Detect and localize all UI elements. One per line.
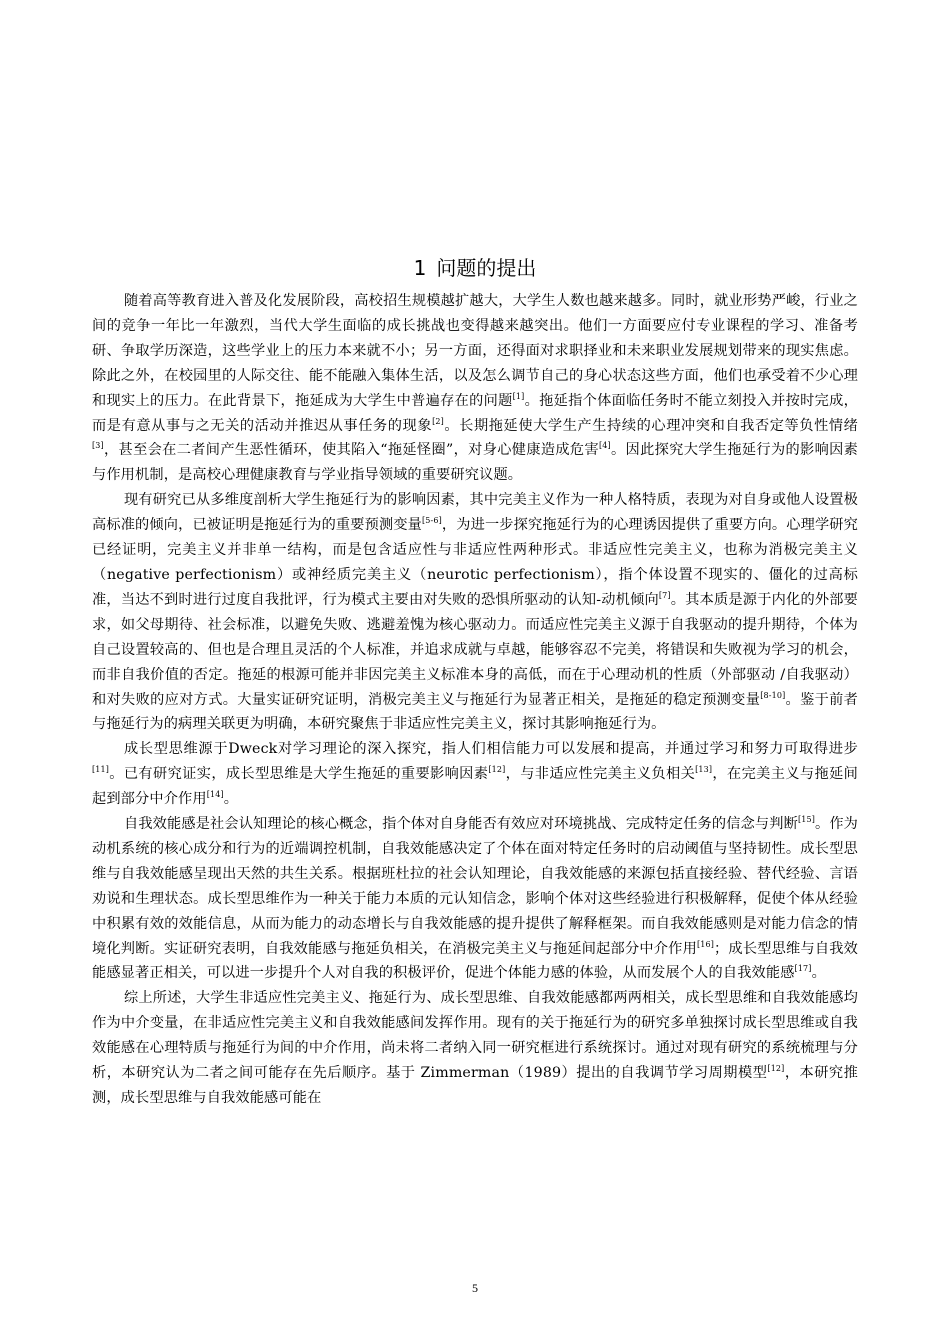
paragraph-text: 综上所述，大学生非适应性完美主义、拖延行为、成长型思维、自我效能感都两两相关，成长型思维和自我效能感均作为中介变量，在非适应性完美主义和自我效能感间发挥作用。现有的关于拖延行为的研究多单独探讨成长型思维或自我效能感在心理特质与拖延行为间的中介作用，尚未将二者纳入同一研究框进行系统探讨。通过对现有研究的系统梳理与分析，本研究认为二者之间可能存在先后顺序。基于 Zimmerman（1989）提出的自我调节学习周期模型 [92, 990, 858, 1082]
paragraph-text: 。长期拖延使大学生产生持续的心理冲突和自我否定等负性情绪 [443, 417, 859, 434]
paragraph-text: 现有研究已从多维度剖析大学生拖延行为的影响因素，其中完美主义作为一种人格特质，表现为对自身或他人设置极高标准的倾向，已被证明是拖延行为的重要预测变量 [92, 492, 858, 534]
paragraph-text: 成长型思维源于Dweck对学习理论的深入探究，指人们相信能力可以发展和提高，并通过学习和努力可取得进步 [124, 741, 858, 758]
paragraph-text: ，甚至会在二者间产生恶性循环，使其陷入“拖延怪圈”，对身心健康造成危害 [103, 442, 600, 459]
section-heading [92, 255, 858, 281]
citation-reference: [17] [794, 964, 812, 974]
body-paragraph-2 [92, 488, 858, 737]
citation-reference: [14] [206, 790, 224, 800]
body-paragraph-1 [92, 289, 858, 488]
citation-reference: [12] [488, 765, 506, 775]
paragraph-text: ，为进一步探究拖延行为的心理诱因提供了重要方向。心理学研究已经证明，完美主义并非单一结构，而是包含适应性与非适应性两种形式。非适应性完美主义，也称为消极完美主义（negative perfectionism）或神经质完美主义（neurotic perfectionism），指个体设置不现实的、僵化的过高标准，当达不到时进行过度自我批评，行为模式主要由对失败的恐惧所驱动的认知-动机倾向 [92, 517, 858, 608]
paragraph-text: 。拖延指个体面临任务时不能立刻投入并按时完成，而是有意从事与之无关的活动并推迟从事任务的现象 [92, 392, 858, 434]
citation-reference: [13] [695, 765, 713, 775]
paragraph-text: 。作为动机系统的核心成分和行为的近端调控机制，自我效能感决定了个体在面对特定任务时的启动阈值与坚持韧性。成长型思维与自我效能感呈现出天然的共生关系。根据班杜拉的社会认知理论，自我效能感的来源包括直接经验、替代经验、言语劝说和生理状态。成长型思维作为一种关于能力本质的元认知信念，影响个体对这些经验进行积极解释，促使个体从经验中积累有效的效能信息，从而为能力的动态增长与自我效能感的提升提供了解释框架。而自我效能感则是对能力信念的情境化判断。实证研究表明，自我效能感与拖延负相关，在消极完美主义与拖延间起部分中介作用 [92, 816, 859, 957]
paragraph-text: 。鉴于前者与拖延行为的病理关联更为明确，本研究聚焦于非适应性完美主义，探讨其影响拖延行为。 [92, 691, 858, 733]
body-paragraph-5 [92, 986, 858, 1111]
citation-reference: [15] [797, 815, 815, 825]
paragraph-text: 随着高等教育进入普及化发展阶段，高校招生规模越扩越大，大学生人数也越来越多。同时，就业形势严峻，行业之间的竞争一年比一年激烈，当代大学生面临的成长挑战也变得越来越突出。他们一方面要应付专业课程的学习、准备考研、争取学历深造，这些学业上的压力本来就不小；另一方面，还得面对求职择业和未来职业发展规划带来的现实焦虑。除此之外，在校园里的人际交往、能不能融入集体生活，以及怎么调节自己的身心状态这些方面，他们也承受着不少心理和现实上的压力。在此背景下，拖延成为大学生中普遍存在的问题 [92, 293, 858, 409]
citation-reference: [12] [767, 1064, 785, 1074]
citation-reference: [4] [599, 441, 611, 451]
page-number: 5 [472, 1281, 478, 1295]
citation-reference: [7] [658, 590, 671, 600]
citation-reference: [2] [432, 416, 444, 426]
citation-reference: [3] [92, 441, 104, 451]
citation-reference: [16] [696, 939, 715, 949]
paragraph-text: 。 [811, 965, 826, 982]
citation-reference: [5-6] [422, 516, 442, 526]
paragraph-text: 。已有研究证实，成长型思维是大学生拖延的重要影响因素 [109, 766, 489, 783]
section-number: 1 [413, 256, 427, 280]
body-paragraph-4 [92, 812, 858, 986]
paragraph-text: 自我效能感是社会认知理论的核心概念，指个体对自身能否有效应对环境挑战、完成特定任务的信念与判断 [124, 816, 798, 833]
section-title: 问题的提出 [436, 256, 537, 280]
paragraph-text: 。 [223, 791, 239, 808]
paragraph-text: ；成长型思维与自我效能感显著正相关，可以进一步提升个人对自我的积极评价，促进个体能力感的体验，从而发展个人的自我效能感 [92, 940, 858, 982]
paragraph-text: ，在完美主义与拖延间起到部分中介作用 [92, 766, 858, 808]
body-paragraph-3 [92, 737, 858, 812]
paragraph-text: 。因此探究大学生拖延行为的影响因素与作用机制，是高校心理健康教育与学业指导领域的重要研究议题。 [92, 442, 858, 484]
citation-reference: [8-10] [760, 690, 786, 700]
page-body [92, 255, 858, 1111]
paragraph-text: 。其本质是源于内化的外部要求，如父母期待、社会标准，以避免失败、逃避羞愧为核心驱动力。而适应性完美主义源于自我驱动的提升期待，个体为自己设置较高的、但也是合理且灵活的个人标准，并追求成就与卓越，能够容忍不完美，将错误和失败视为学习的机会，而非自我价值的否定。拖延的根源可能并非因完美主义标准本身的高低，而在于心理动机的性质（外部驱动 /自我驱动）和对失败的应对方式。大量实证研究证明，消极完美主义与拖延行为显著正相关，是拖延的稳定预测变量 [92, 591, 858, 708]
citation-reference: [11] [92, 765, 110, 775]
paragraph-text: ，与非适应性完美主义负相关 [505, 766, 696, 783]
paragraph-text: ，本研究推测，成长型思维与自我效能感可能在 [92, 1065, 858, 1106]
citation-reference: [1] [512, 391, 525, 401]
